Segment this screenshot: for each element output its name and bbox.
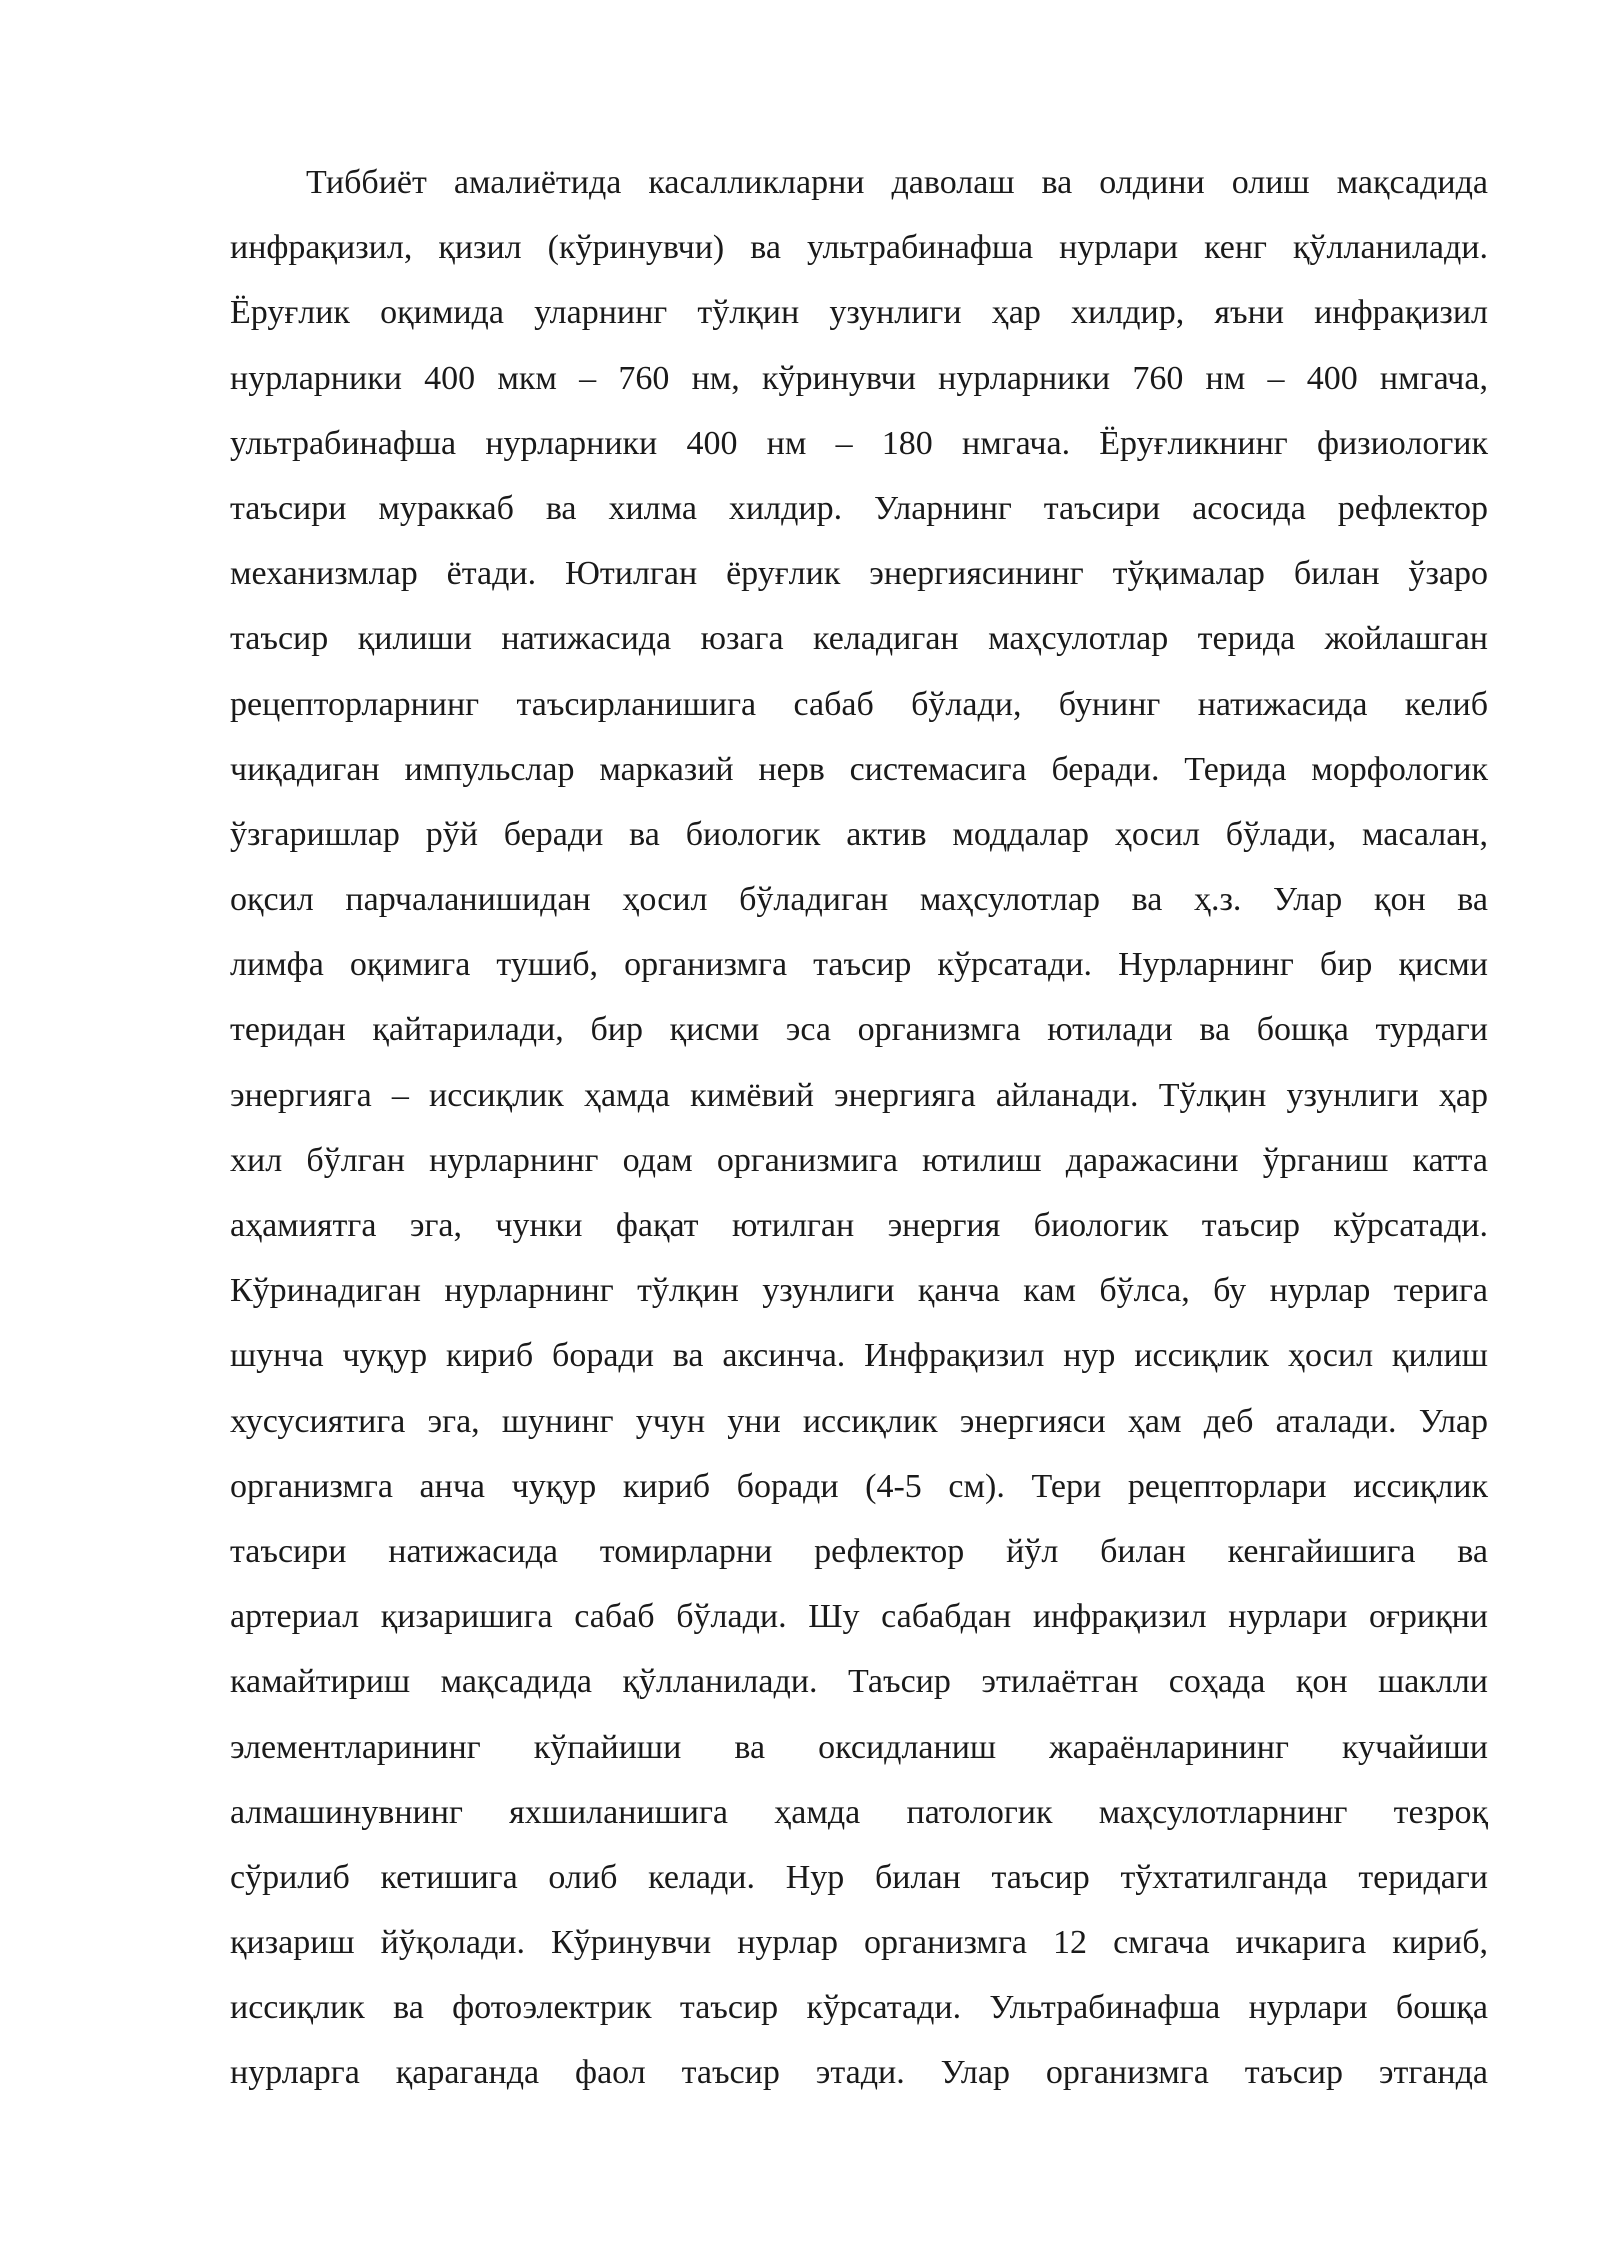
paragraph-line: таъсири натижасида томирларни рефлектор йўл билан кенгайишига ва: [230, 1532, 1488, 1570]
paragraph-line: организмга анча чуқур кириб боради (4-5 см). Тери рецепторлари иссиқлик: [230, 1467, 1488, 1505]
paragraph-line: энергияга – иссиқлик ҳамда кимёвий энергияга айланади. Тўлқин узунлиги ҳар: [230, 1076, 1488, 1114]
paragraph-line: таъсир қилиши натижасида юзага келадиган маҳсулотлар терида жойлашган: [230, 620, 1488, 658]
paragraph-line: элементларининг кўпайиши ва оксидланиш жараёнларининг кучайиши: [230, 1728, 1488, 1766]
paragraph-line: рецепторларнинг таъсирланишига сабаб бўлади, бунинг натижасида келиб: [230, 685, 1488, 723]
paragraph-line: механизмлар ётади. Ютилган ёруғлик энергиясининг тўқималар билан ўзаро: [230, 555, 1488, 593]
paragraph-line: Ёруғлик оқимида уларнинг тўлқин узунлиги ҳар хилдир, яъни инфрақизил: [230, 294, 1488, 332]
paragraph-line: алмашинувнинг яхшиланишига ҳамда патологик маҳсулотларнинг тезроқ: [230, 1793, 1488, 1831]
paragraph-line: нурларники 400 мкм – 760 нм, кўринувчи нурларники 760 нм – 400 нмгача,: [230, 359, 1488, 397]
paragraph-line: камайтириш мақсадида қўлланилади. Таъсир этилаётган соҳада қон шаклли: [230, 1663, 1488, 1701]
paragraph-line: шунча чуқур кириб боради ва аксинча. Инфрақизил нур иссиқлик ҳосил қилиш: [230, 1337, 1488, 1375]
paragraph-line: чиқадиган импульслар марказий нерв системасига беради. Терида морфологик: [230, 750, 1488, 788]
paragraph-line: теридан қайтарилади, бир қисми эса организмга ютилади ва бошқа турдаги: [230, 1011, 1488, 1049]
paragraph-line: лимфа оқимига тушиб, организмга таъсир кўрсатади. Нурларнинг бир қисми: [230, 946, 1488, 984]
paragraph-line: таъсири мураккаб ва хилма хилдир. Уларнинг таъсири асосида рефлектор: [230, 489, 1488, 527]
paragraph-line: иссиқлик ва фотоэлектрик таъсир кўрсатади. Ультрабинафша нурлари бошқа: [230, 1989, 1488, 2027]
paragraph-line: ўзгаришлар рўй беради ва биологик актив моддалар ҳосил бўлади, масалан,: [230, 815, 1488, 853]
paragraph-line: артериал қизаришига сабаб бўлади. Шу сабабдан инфрақизил нурлари оғриқни: [230, 1598, 1488, 1636]
paragraph-line: сўрилиб кетишига олиб келади. Нур билан таъсир тўхтатилганда теридаги: [230, 1858, 1488, 1896]
paragraph-line: Тиббиёт амалиётида касалликларни даволаш ва олдини олиш мақсадида: [306, 164, 1488, 201]
paragraph-line: қизариш йўқолади. Кўринувчи нурлар организмга 12 смгача ичкарига кириб,: [230, 1924, 1488, 1962]
paragraph-line: оқсил парчаланишидан ҳосил бўладиган маҳсулотлар ва ҳ.з. Улар қон ва: [230, 881, 1488, 919]
paragraph-line: Кўринадиган нурларнинг тўлқин узунлиги қанча кам бўлса, бу нурлар терига: [230, 1272, 1488, 1310]
paragraph-line: хил бўлган нурларнинг одам организмига ютилиш даражасини ўрганиш катта: [230, 1141, 1488, 1179]
paragraph-line: инфрақизил, қизил (кўринувчи) ва ультрабинафша нурлари кенг қўлланилади.: [230, 229, 1488, 267]
paragraph-line: ультрабинафша нурларники 400 нм – 180 нмгача. Ёруғликнинг физиологик: [230, 424, 1488, 462]
body-paragraph: [230, 150, 1488, 2106]
paragraph-line: нурларга қараганда фаол таъсир этади. Улар организмга таъсир этганда: [230, 2054, 1488, 2092]
paragraph-line: хусусиятига эга, шунинг учун уни иссиқлик энергияси ҳам деб аталади. Улар: [230, 1402, 1488, 1440]
paragraph-line: аҳамиятга эга, чунки фақат ютилган энергия биологик таъсир кўрсатади.: [230, 1207, 1488, 1244]
